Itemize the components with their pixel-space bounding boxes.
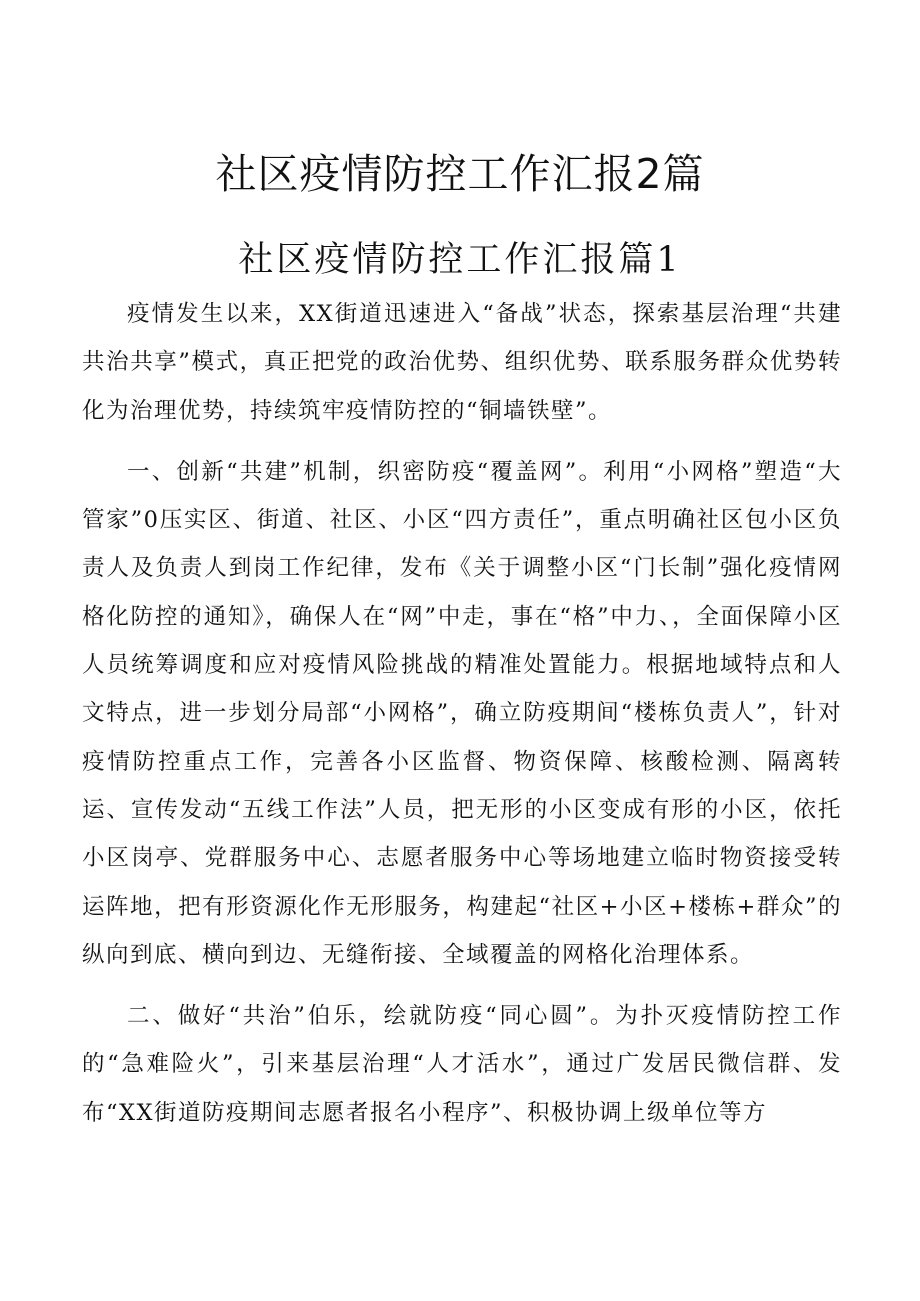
paragraph-point-one: 一、创新“共建”机制，织密防疫“覆盖网”。利用“小网格”塑造“大管家”0压实区、街道、社区、小区“四方责任”，重点明确社区包小区负责人及负责人到岗工作纪律，发布《关于调整小区“门长制”强化疫情网格化防控的通知》，确保人在“网”中走，事在“格”中力、，全面保障小区人员统筹调度和应对疫情风险挑战的精准处置能力。根据地域特点和人文特点，进一步划分局部“小网格”，确立防疫期间“楼栋负责人”，针对疫情防控重点工作，完善各小区监督、物资保障、核酸检测、隔离转运、宣传发动“五线工作法”人员，把无形的小区变成有形的小区，依托小区岗亭、党群服务中心、志愿者服务中心等场地建立临时物资接受转运阵地，把有形资源化作无形服务，构建起“社区+小区+楼栋+群众”的纵向到底、横向到边、无缝衔接、全域覆盖的网格化治理体系。 (82, 458, 842, 968)
document-body (82, 290, 842, 1137)
section-title: 社区疫情防控工作汇报篇1 (238, 240, 682, 280)
paragraph-intro: 疫情发生以来，XX街道迅速进入“备战”状态，探索基层治理“共建共治共享”模式，真正把党的政治优势、组织优势、联系服务群众优势转化为治理优势，持续筑牢疫情防控的“铜墙铁壁”。 (82, 301, 842, 424)
paragraph-point-two: 二、做好“共治”伯乐，绘就防疫“同心圆”。为扑灭疫情防控工作的“急难险火”，引来基层治理“人才活水”，通过广发居民微信群、发布“XX街道防疫期间志愿者报名小程序”、积极协调上级单位等方 (82, 1003, 842, 1126)
document-title: 社区疫情防控工作汇报2篇 (215, 150, 705, 198)
